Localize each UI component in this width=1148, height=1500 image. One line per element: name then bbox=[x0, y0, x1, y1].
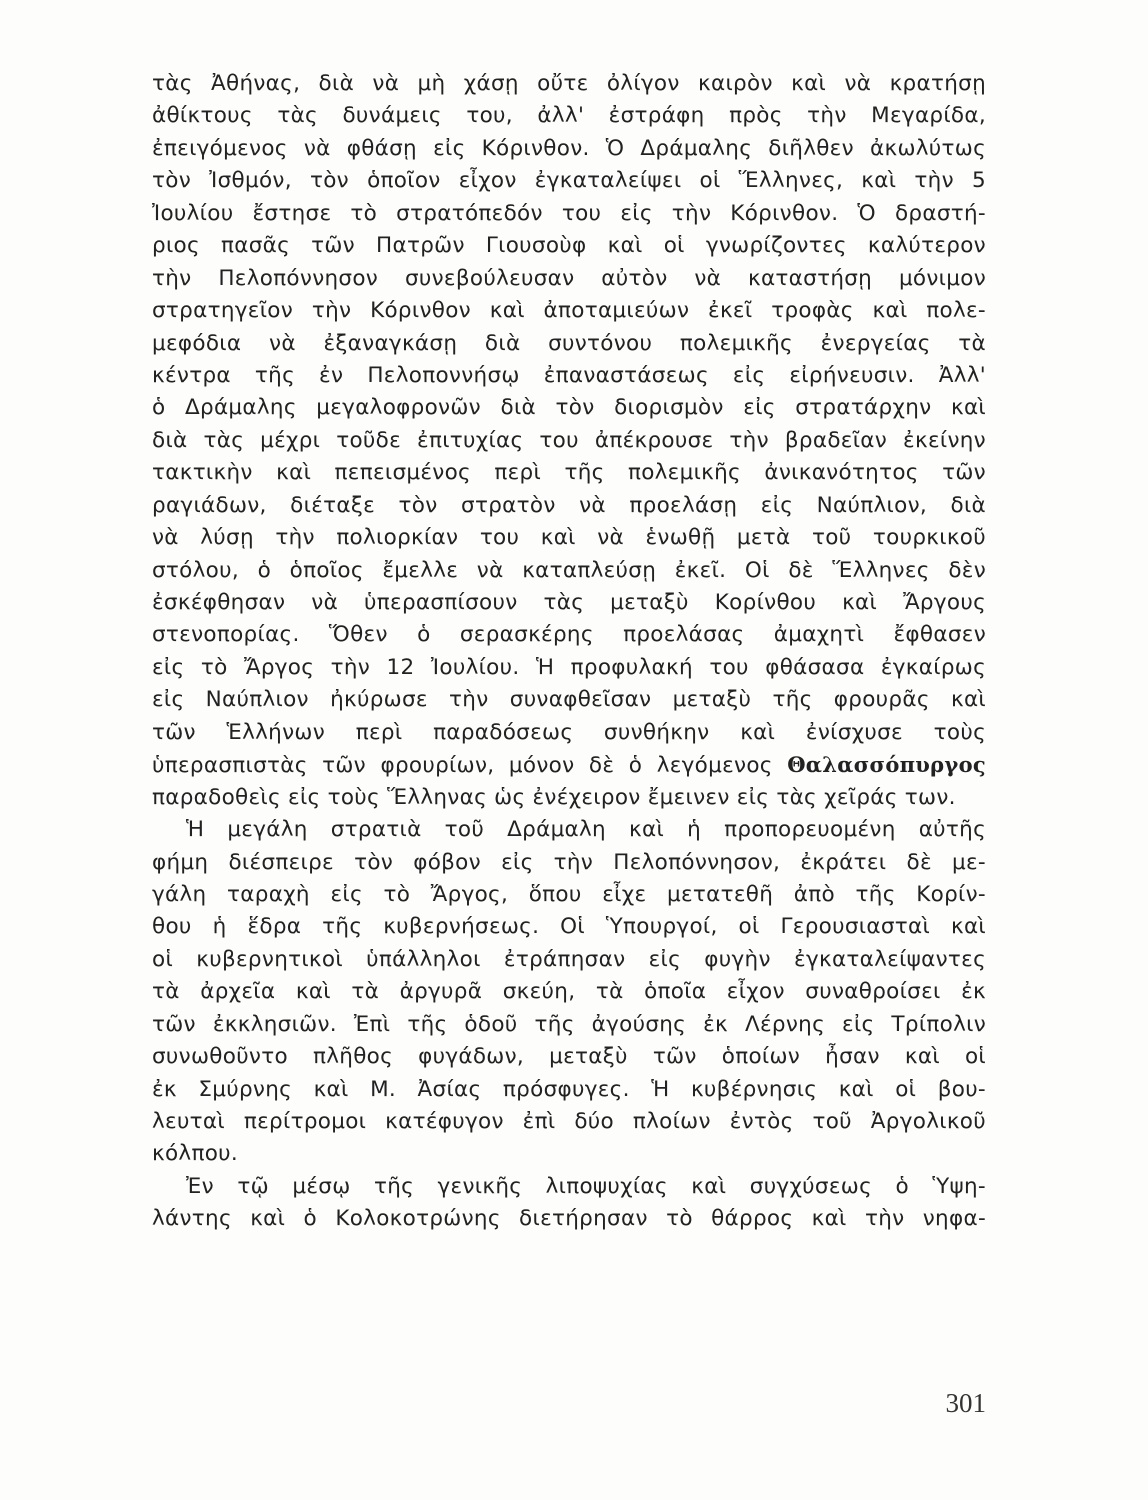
text-line: τὰ ἀρχεῖα καὶ τὰ ἀργυρᾶ σκεύη, τὰ ὁποῖα εἶχον συναθροίσει ἐκ bbox=[152, 979, 986, 1005]
text-run: ὑπερασπιστὰς τῶν φρουρίων, μόνον δὲ ὁ λεγόμενος bbox=[152, 753, 788, 779]
text-line: παραδοθεὶς εἰς τοὺς Ἕλληνας ὡς ἐνέχειρον ἔμεινεν εἰς τὰς χεῖράς των. bbox=[152, 784, 956, 810]
text-line: θου ἡ ἕδρα τῆς κυβερνήσεως. Οἱ Ὑπουργοί, οἱ Γερουσιασταὶ καὶ bbox=[152, 914, 986, 940]
text-line: φήμη διέσπειρε τὸν φόβον εἰς τὴν Πελοπόννησον, ἐκράτει δὲ με- bbox=[152, 849, 986, 875]
emphasized-term: Θαλασσόπυργος bbox=[787, 752, 986, 778]
paragraph-3 bbox=[152, 1171, 986, 1236]
text-line: εἰς τὸ Ἄργος τὴν 12 Ἰουλίου. Ἡ προφυλακή του φθάσασα ἐγκαίρως bbox=[152, 654, 986, 680]
text-line: Ἐν τῷ μέσῳ τῆς γενικῆς λιποψυχίας καὶ συγχύσεως ὁ Ὑψη- bbox=[186, 1173, 986, 1199]
text-line: τὴν Πελοπόννησον συνεβούλευσαν αὐτὸν νὰ καταστήσῃ μόνιμον bbox=[152, 265, 986, 291]
text-line: ἐσκέφθησαν νὰ ὑπερασπίσουν τὰς μεταξὺ Κορίνθου καὶ Ἄργους bbox=[152, 590, 986, 615]
paragraph-2 bbox=[152, 814, 986, 1171]
text-line: ραγιάδων, διέταξε τὸν στρατὸν νὰ προελάσῃ εἰς Ναύπλιον, διὰ bbox=[152, 492, 986, 518]
text-line: λευταὶ περίτρομοι κατέφυγον ἐπὶ δύο πλοίων ἐντὸς τοῦ Ἀργολικοῦ bbox=[152, 1109, 986, 1134]
text-line: ἐπειγόμενος νὰ φθάσῃ εἰς Κόρινθον. Ὁ Δράμαλης διῆλθεν ἀκωλύτως bbox=[152, 135, 986, 161]
paragraph-1 bbox=[152, 68, 986, 814]
text-line bbox=[152, 749, 986, 781]
text-line: κόλπου. bbox=[152, 1141, 239, 1167]
text-line: Ἰουλίου ἔστησε τὸ στρατόπεδόν του εἰς τὴν Κόρινθον. Ὁ δραστή- bbox=[152, 200, 986, 226]
text-line: τὸν Ἰσθμόν, τὸν ὁποῖον εἶχον ἐγκαταλείψει οἱ Ἕλληνες, καὶ τὴν 5 bbox=[152, 168, 986, 194]
text-line: τῶν ἐκκλησιῶν. Ἐπὶ τῆς ὁδοῦ τῆς ἀγούσης ἐκ Λέρνης εἰς Τρίπολιν bbox=[152, 1011, 986, 1037]
text-line: ἀθίκτους τὰς δυνάμεις του, ἀλλ' ἐστράφη πρὸς τὴν Μεγαρίδα, bbox=[152, 103, 986, 129]
page-number: 301 bbox=[945, 1388, 986, 1418]
body-text bbox=[152, 68, 986, 1236]
text-line: ριος πασᾶς τῶν Πατρῶν Γιουσοὺφ καὶ οἱ γνωρίζοντες καλύτερον bbox=[152, 233, 986, 259]
text-line: στρατηγεῖον τὴν Κόρινθον καὶ ἀποταμιεύων ἐκεῖ τροφὰς καὶ πολε- bbox=[152, 298, 986, 324]
text-line: μεφόδια νὰ ἐξαναγκάσῃ διὰ συντόνου πολεμικῆς ἐνεργείας τὰ bbox=[152, 330, 986, 356]
text-line: νὰ λύσῃ τὴν πολιορκίαν του καὶ νὰ ἑνωθῇ μετὰ τοῦ τουρκικοῦ bbox=[152, 525, 986, 551]
text-line: ὁ Δράμαλης μεγαλοφρονῶν διὰ τὸν διορισμὸν εἰς στρατάρχην καὶ bbox=[152, 395, 986, 421]
text-line: εἰς Ναύπλιον ἠκύρωσε τὴν συναφθεῖσαν μεταξὺ τῆς φρουρᾶς καὶ bbox=[152, 687, 986, 713]
text-line: τακτικὴν καὶ πεπεισμένος περὶ τῆς πολεμικῆς ἀνικανότητος τῶν bbox=[152, 460, 986, 486]
text-line: στόλου, ὁ ὁποῖος ἔμελλε νὰ καταπλεύσῃ ἐκεῖ. Οἱ δὲ Ἕλληνες δὲν bbox=[152, 557, 986, 583]
text-line: λάντης καὶ ὁ Κολοκοτρώνης διετήρησαν τὸ θάρρος καὶ τὴν νηφα- bbox=[152, 1206, 986, 1232]
text-line: οἱ κυβερνητικοὶ ὑπάλληλοι ἐτράπησαν εἰς φυγὴν ἐγκαταλείψαντες bbox=[152, 946, 986, 972]
text-line: στενοπορίας. Ὅθεν ὁ σερασκέρης προελάσας ἀμαχητὶ ἔφθασεν bbox=[152, 622, 986, 648]
text-line: τὰς Ἀθήνας, διὰ νὰ μὴ χάσῃ οὔτε ὀλίγον καιρὸν καὶ νὰ κρατήσῃ bbox=[152, 71, 986, 96]
text-line: γάλη ταραχὴ εἰς τὸ Ἄργος, ὅπου εἶχε μετατεθῆ ἀπὸ τῆς Κορίν- bbox=[152, 881, 986, 907]
text-line: Ἡ μεγάλη στρατιὰ τοῦ Δράμαλη καὶ ἡ προπορευομένη αὐτῆς bbox=[186, 817, 986, 843]
text-line: τῶν Ἑλλήνων περὶ παραδόσεως συνθήκην καὶ ἐνίσχυσε τοὺς bbox=[152, 719, 986, 745]
text-line: κέντρα τῆς ἐν Πελοποννήσῳ ἐπαναστάσεως εἰς εἰρήνευσιν. Ἀλλ' bbox=[152, 362, 986, 388]
text-line: διὰ τὰς μέχρι τοῦδε ἐπιτυχίας του ἀπέκρουσε τὴν βραδεῖαν ἐκείνην bbox=[152, 427, 986, 453]
text-line: συνωθοῦντο πλῆθος φυγάδων, μεταξὺ τῶν ὁποίων ἦσαν καὶ οἱ bbox=[152, 1044, 986, 1070]
text-line: ἐκ Σμύρνης καὶ Μ. Ἀσίας πρόσφυγες. Ἡ κυβέρνησις καὶ οἱ βου- bbox=[152, 1076, 986, 1102]
